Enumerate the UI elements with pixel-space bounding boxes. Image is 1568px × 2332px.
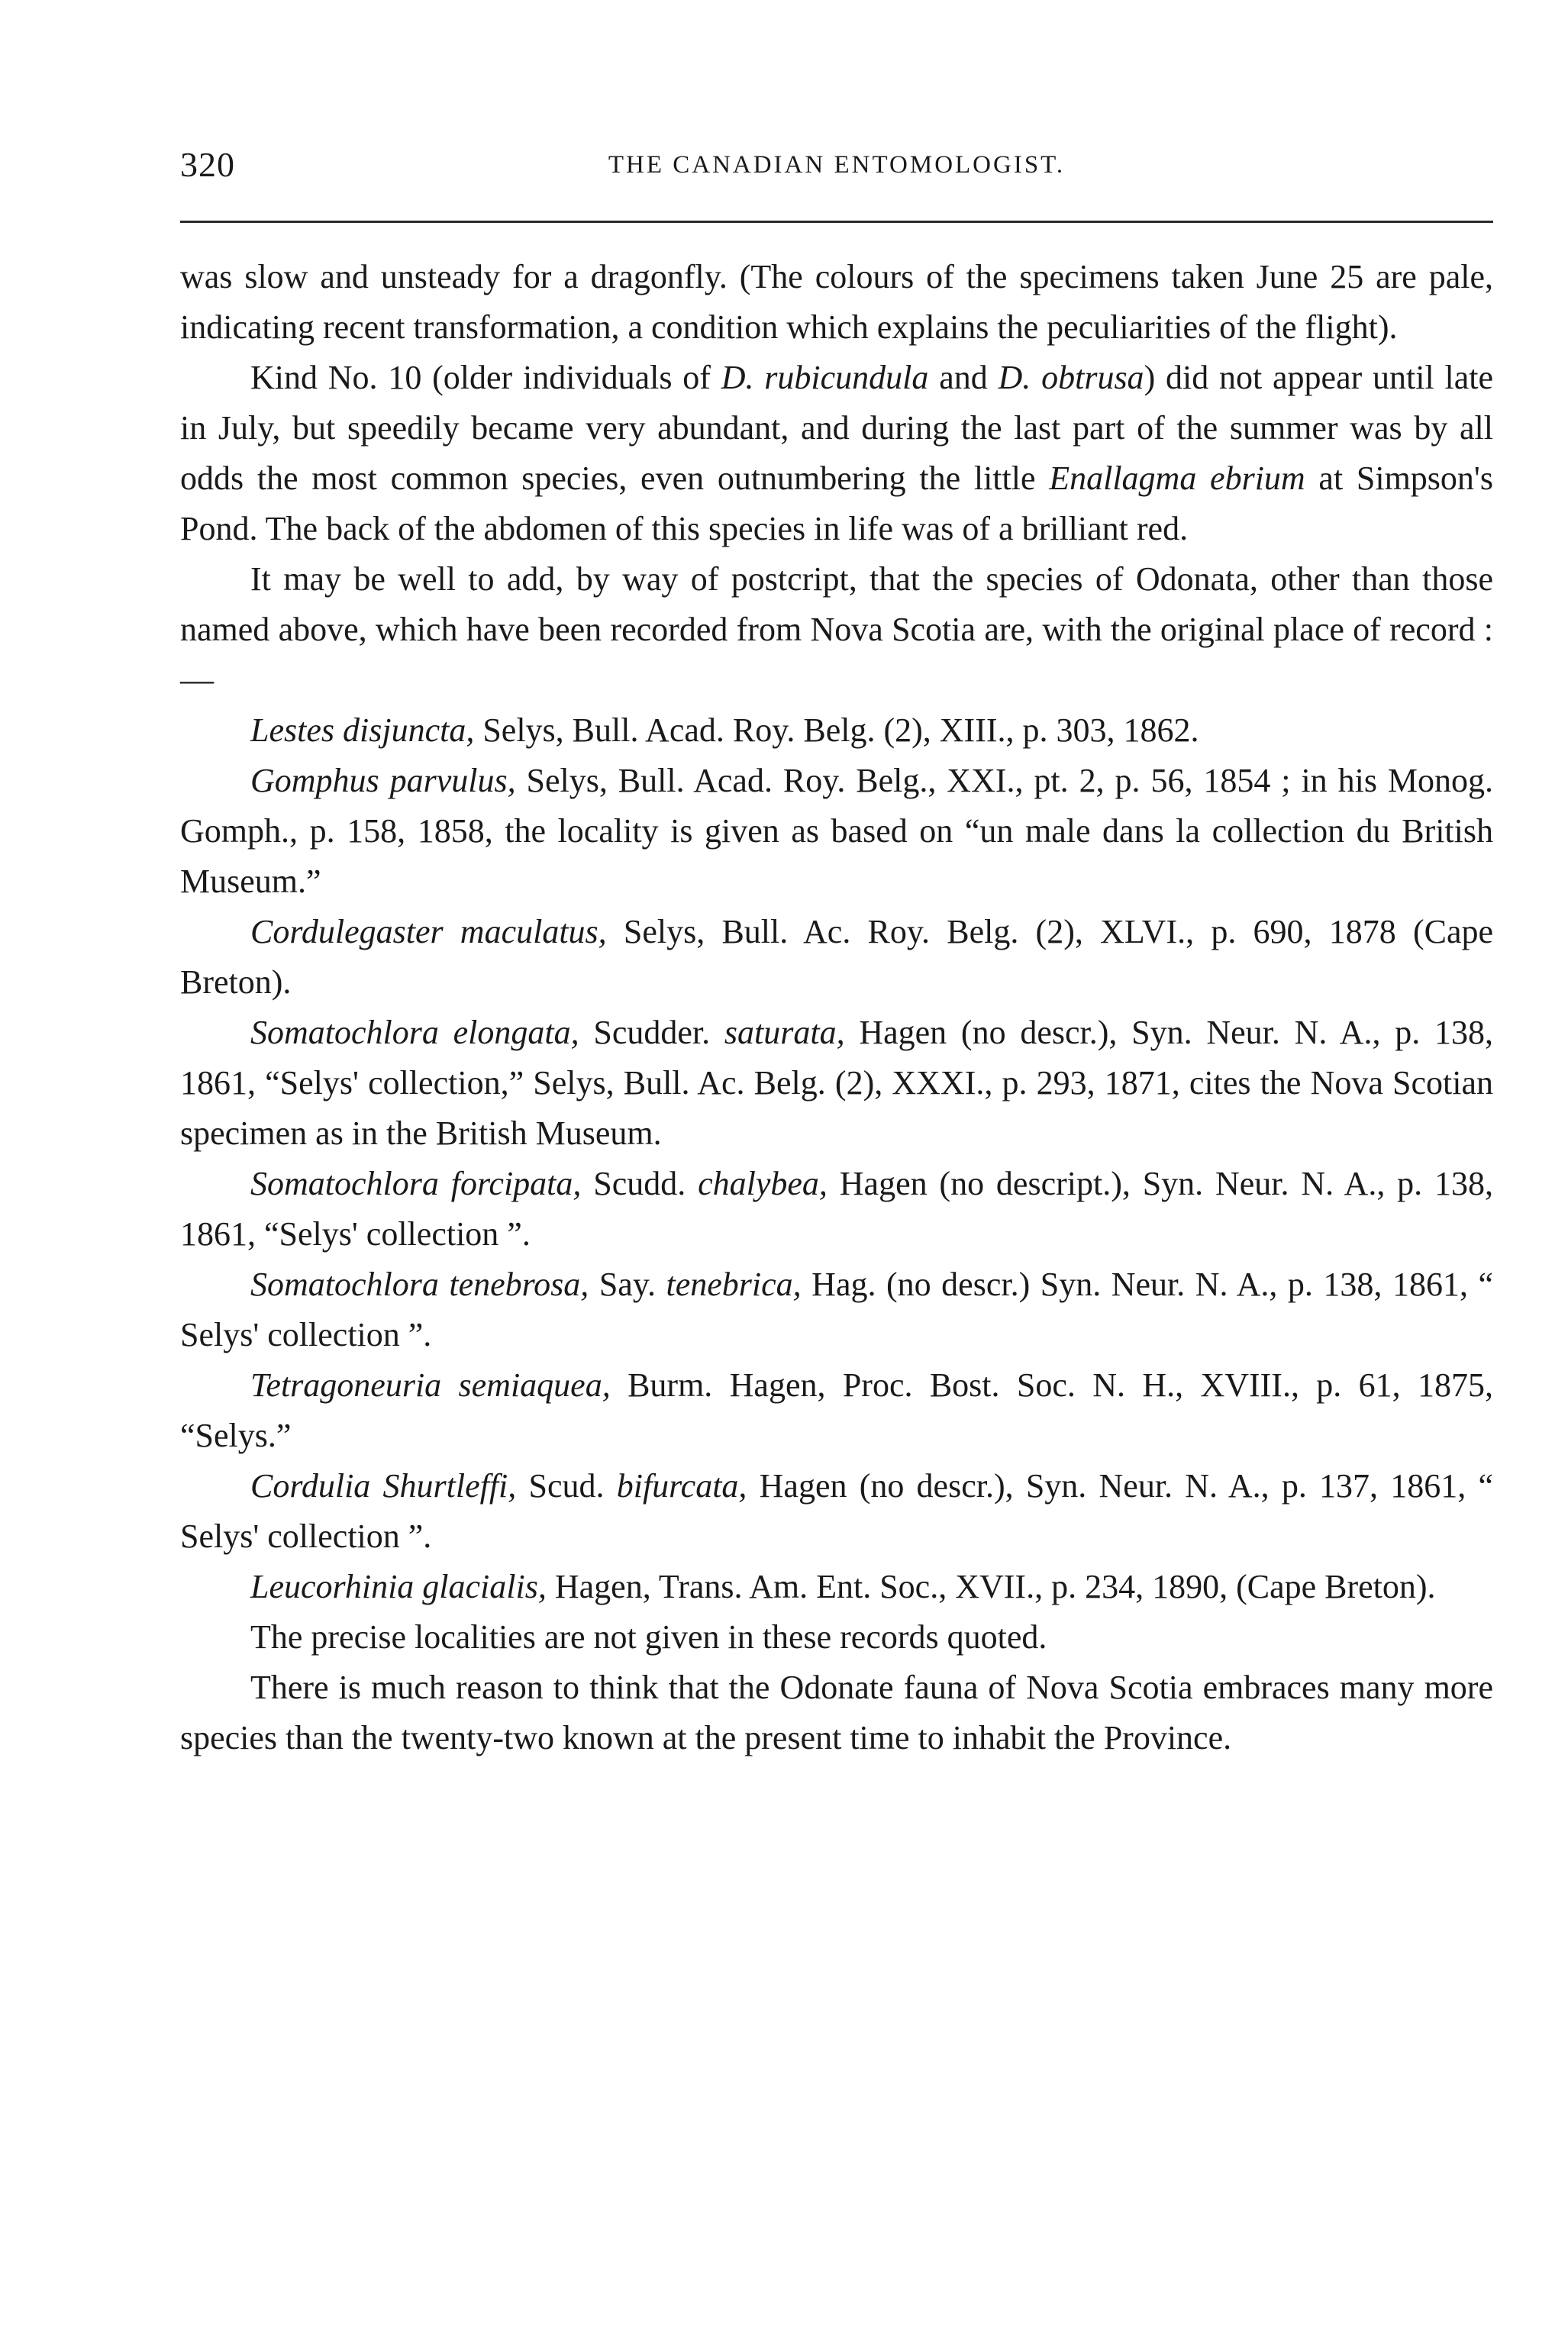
species-name: Somatochlora elongata, [250, 1014, 579, 1051]
paragraph-kind-10: Kind No. 10 (older individuals of D. rubicundula and D. obtrusa) did not appear until late in July, but speedily became very abundant, and during the last part of the summer was by all odds the most common species, even outnumbering the little Enallagma ebrium at Simpson's Pond. The back of the abdomen of this species in life was of a brilliant red. [180, 359, 1494, 547]
synonym-name: chalybea, [698, 1165, 828, 1202]
synonym-name: tenebrica, [666, 1266, 802, 1303]
paragraph-flight: was slow and unsteady for a dragonfly. (The colours of the specimens taken June 25 are pale, indicating recent transformation, a condition which explains the peculiarities of the flight). [180, 258, 1493, 346]
journal-title: THE CANADIAN ENTOMOLOGIST. [608, 151, 1066, 179]
species-name: D. obtrusa [998, 359, 1144, 396]
species-name: Cordulegaster maculatus, [250, 913, 607, 950]
record-entry: Cordulia Shurtleffi, Scud. bifurcata, Hagen (no descr.), Syn. Neur. N. A., p. 137, 1861, “ Selys' collection ”. [180, 1467, 1494, 1555]
species-name: Tetragoneuria semiaquea, [250, 1366, 611, 1404]
record-entry: Leucorhinia glacialis, Hagen, Trans. Am. Ent. Soc., XVII., p. 234, 1890, (Cape Breton). [250, 1568, 1436, 1605]
species-name: Gomphus parvulus, [250, 762, 516, 799]
species-name: Somatochlora forcipata, [250, 1165, 582, 1202]
record-entry: Somatochlora elongata, Scudder. saturata, Hagen (no descr.), Syn. Neur. N. A., p. 138, 1861, “Selys' collection,” Selys, Bull. Ac. Belg. (2), XXXI., p. 293, 1871, cites the Nova Scotian specimen as in the British Museum. [180, 1014, 1493, 1152]
species-name: D. rubicundula [721, 359, 929, 396]
paragraph-fauna: There is much reason to think that the Odonate fauna of Nova Scotia embraces many more species than the twenty-two known at the present time to inhabit the Province. [180, 1669, 1493, 1756]
species-name: Somatochlora tenebrosa, [250, 1266, 589, 1303]
synonym-name: bifurcata, [616, 1467, 747, 1505]
species-name: Cordulia Shurtleffi, [250, 1467, 517, 1505]
header-rule [180, 221, 1493, 223]
paragraph-localities: The precise localities are not given in these records quoted. [250, 1618, 1047, 1656]
species-name: Lestes disjuncta, [250, 711, 475, 749]
synonym-name: saturata, [724, 1014, 845, 1051]
species-name: Enallagma ebrium [1049, 460, 1305, 497]
body-text [180, 252, 1493, 1763]
running-head [180, 142, 1493, 188]
record-entry: Tetragoneuria semiaquea, Burm. Hagen, Proc. Bost. Soc. N. H., XVIII., p. 61, 1875, “Selys.” [180, 1366, 1493, 1454]
record-entry: Lestes disjuncta, Selys, Bull. Acad. Roy. Belg. (2), XIII., p. 303, 1862. [250, 711, 1199, 749]
record-entry: Somatochlora tenebrosa, Say. tenebrica, Hag. (no descr.) Syn. Neur. N. A., p. 138, 1861, “ Selys' collection ”. [180, 1266, 1493, 1353]
record-entry: Gomphus parvulus, Selys, Bull. Acad. Roy. Belg., XXI., pt. 2, p. 56, 1854 ; in his Monog. Gomph., p. 158, 1858, the locality is given as based on “un male dans la collection du British Museum.” [180, 762, 1493, 900]
record-entry: Somatochlora forcipata, Scudd. chalybea, Hagen (no descript.), Syn. Neur. N. A., p. 138, 1861, “Selys' collection ”. [180, 1165, 1494, 1253]
paragraph-postscript: It may be well to add, by way of postcript, that the species of Odonata, other than those named above, which have been recorded from Nova Scotia are, with the original place of record :— [180, 560, 1493, 698]
record-entry: Cordulegaster maculatus, Selys, Bull. Ac. Roy. Belg. (2), XLVI., p. 690, 1878 (Cape Breton). [180, 913, 1493, 1001]
page-number: 320 [180, 145, 235, 184]
species-name: Leucorhinia glacialis, [250, 1568, 547, 1605]
